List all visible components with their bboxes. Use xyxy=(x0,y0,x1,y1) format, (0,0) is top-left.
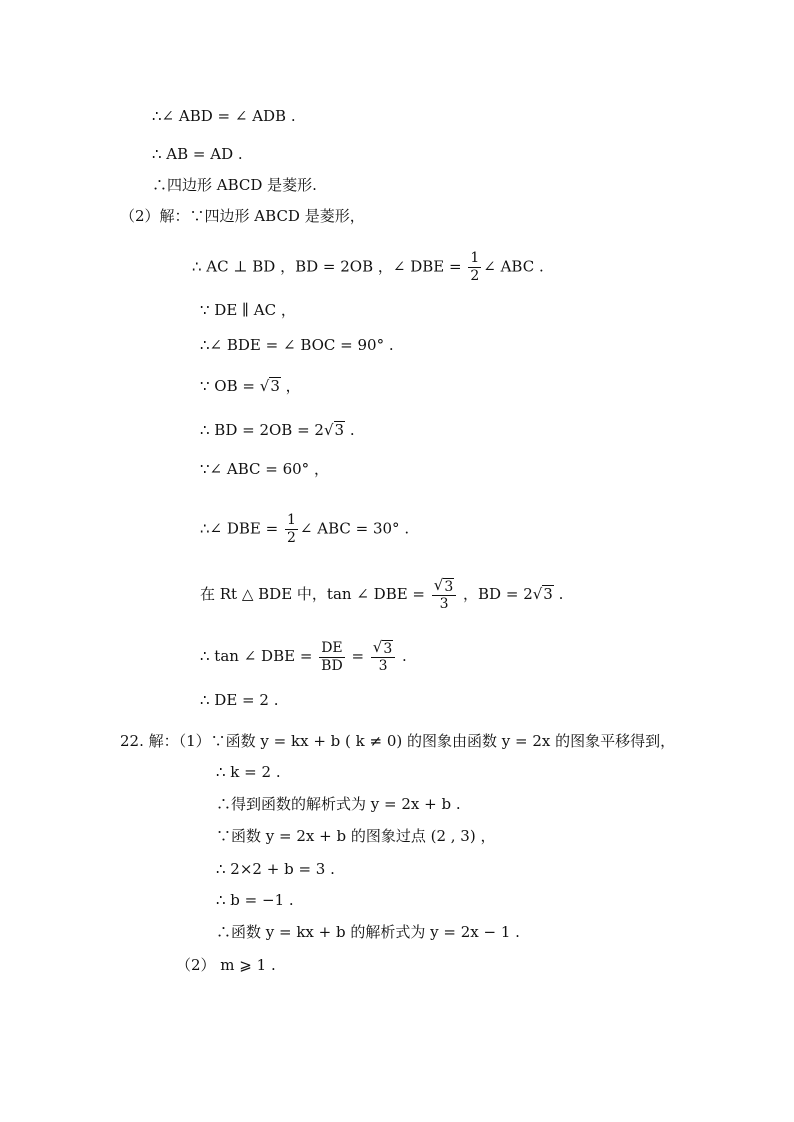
text-segment: . xyxy=(397,647,407,665)
radicand: 3 xyxy=(383,641,393,657)
text-line: ∵∠ ABC = 60° ， xyxy=(200,460,329,478)
text-line: ∴ DE = 2 . xyxy=(200,691,279,709)
numerator xyxy=(371,639,395,658)
text-segment: ∠ ABC . xyxy=(483,257,544,276)
numerator: 1 xyxy=(470,250,480,266)
square-root xyxy=(533,584,554,604)
fraction xyxy=(432,577,456,613)
text-segment: . xyxy=(553,585,564,603)
text-line: 22. 解：（1）∵函数 y = kx + b ( k ≠ 0) 的图象由函数 y = 2x 的图象平移得到， xyxy=(120,732,676,750)
radical-sign: √ xyxy=(372,638,383,656)
square-root xyxy=(373,639,393,657)
text-segment: ∴ AC ⊥ BD ，BD = 2OB ，∠ DBE = xyxy=(192,257,467,276)
text-line: ∴ 2×2 + b = 3 . xyxy=(216,860,335,878)
text-segment: ∴ tan ∠ DBE = xyxy=(200,647,318,665)
text-line: ∴∠ BDE = ∠ BOC = 90° . xyxy=(200,336,394,354)
text-line: ∴得到函数的解析式为 y = 2x + b . xyxy=(216,795,461,813)
text-segment: ，BD = 2 xyxy=(458,585,533,603)
denominator: 3 xyxy=(439,596,449,612)
text-line: ∴ k = 2 . xyxy=(216,763,281,781)
text-segment: ∴ BD = 2OB = 2 xyxy=(200,421,324,439)
denominator: 2 xyxy=(286,530,296,546)
text-line: ∴函数 y = kx + b 的解析式为 y = 2x − 1 . xyxy=(216,923,520,941)
text-line: （2） m ⩾ 1 . xyxy=(176,956,276,974)
text-segment: ∵ OB = xyxy=(200,377,260,395)
text-segment: 在 Rt △ BDE 中，tan ∠ DBE = xyxy=(200,585,430,603)
text-segment: = xyxy=(346,647,369,665)
equation-line xyxy=(200,376,301,396)
denominator: 2 xyxy=(470,268,480,284)
text-line: ∴四边形 ABCD 是菱形. xyxy=(152,176,317,194)
text-line: ∴ b = −1 . xyxy=(216,891,294,909)
text-segment: ， xyxy=(280,377,301,395)
radicand: 3 xyxy=(543,585,553,603)
text-segment: . xyxy=(345,421,355,439)
square-root xyxy=(260,376,281,396)
text-line: ∵函数 y = 2x + b 的图象过点 (2 , 3) ， xyxy=(216,827,496,845)
fraction xyxy=(285,512,298,547)
fraction xyxy=(319,640,345,675)
radicand: 3 xyxy=(334,421,345,439)
equation-line xyxy=(200,639,407,675)
text-segment: ∴∠ DBE = xyxy=(200,519,283,538)
fraction xyxy=(468,250,481,285)
radical-sign: √ xyxy=(532,585,543,603)
radicand: 3 xyxy=(444,579,454,595)
denominator: 3 xyxy=(378,658,388,674)
equation-line xyxy=(192,250,544,285)
text-line: （2）解：∵四边形 ABCD 是菱形， xyxy=(120,207,365,225)
numerator: 1 xyxy=(286,512,296,528)
radical-sign: √ xyxy=(323,421,334,439)
fraction xyxy=(371,639,395,675)
square-root xyxy=(324,420,345,440)
radical-sign: √ xyxy=(433,576,444,594)
numerator: DE xyxy=(321,639,343,656)
equation-line xyxy=(200,577,563,613)
text-segment: ∠ ABC = 30° . xyxy=(299,519,410,538)
numerator xyxy=(432,577,456,596)
text-line: ∴ AB = AD . xyxy=(152,145,243,163)
text-line: ∴∠ ABD = ∠ ADB . xyxy=(152,107,296,125)
equation-line xyxy=(200,420,355,440)
radical-sign: √ xyxy=(259,377,270,395)
square-root xyxy=(434,577,454,595)
text-line: ∵ DE ∥ AC ， xyxy=(200,301,296,319)
equation-line xyxy=(200,512,409,547)
denominator: BD xyxy=(321,657,343,674)
radicand: 3 xyxy=(270,377,280,395)
